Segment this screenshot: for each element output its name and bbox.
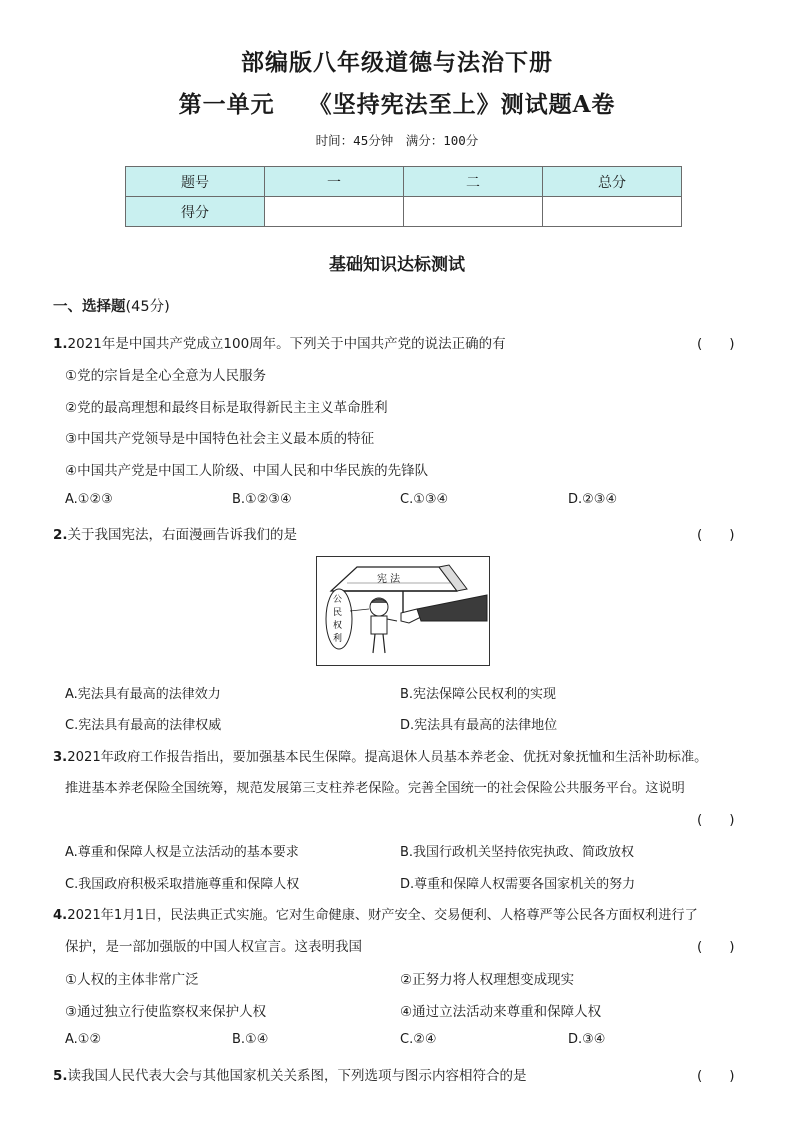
arm-sleeve xyxy=(417,595,487,621)
question-4-stem xyxy=(53,904,698,923)
unit-label: 第一单元 xyxy=(178,91,275,118)
score-cell xyxy=(265,197,404,227)
exam-title: 部编版八年级道德与法治下册 xyxy=(241,49,553,76)
question-4-stem-cont: 保护，是一部加强版的中国人权宣言。这表明我国 xyxy=(65,939,362,955)
answer-blank: ( ) xyxy=(697,527,735,543)
statement-item: ①党的宗旨是全心全意为人民服务 xyxy=(65,368,267,384)
option-a: A.宪法具有最高的法律效力 xyxy=(65,687,221,702)
question-text: 关于我国宪法，右面漫画告诉我们的是 xyxy=(67,527,298,543)
statement-item: ④通过立法活动来尊重和保障人权 xyxy=(400,1004,602,1020)
option-d: D.③④ xyxy=(568,1032,606,1047)
option-b: B.①②③④ xyxy=(232,492,292,507)
option-c: C.②④ xyxy=(400,1032,437,1047)
test-name: 《坚持宪法至上》测试题A卷 xyxy=(308,91,616,118)
question-1-stem xyxy=(53,332,506,352)
question-number: 2. xyxy=(53,527,68,543)
score-header-cell: 总分 xyxy=(543,167,682,197)
statement-item: ②党的最高理想和最终目标是取得新民主主义革命胜利 xyxy=(65,400,388,416)
score-header-cell: 题号 xyxy=(126,167,265,197)
answer-blank: ( ) xyxy=(697,1068,735,1084)
statement-item: ③通过独立行使监察权来保护人权 xyxy=(65,1004,267,1020)
score-header-cell: 一 xyxy=(265,167,404,197)
question-2-stem xyxy=(53,523,297,543)
option-c: C.我国政府积极采取措施尊重和保障人权 xyxy=(65,877,300,892)
part-label: 一、选择题 xyxy=(53,299,126,315)
statement-item: ①人权的主体非常广泛 xyxy=(65,972,199,988)
question-number: 4. xyxy=(53,908,68,923)
child-body xyxy=(371,616,387,634)
statement-item: ④中国共产党是中国工人阶级、中国人民和中华民族的先锋队 xyxy=(65,463,429,479)
option-b: B.宪法保障公民权利的实现 xyxy=(400,687,557,702)
answer-blank: ( ) xyxy=(697,336,735,352)
option-b: B.我国行政机关坚持依宪执政、简政放权 xyxy=(400,845,635,860)
question-text: 2021年1月1日，民法典正式实施。它对生命健康、财产安全、交易便利、人格尊严等公民各方面权利进行了 xyxy=(67,908,698,923)
option-d: D.尊重和保障人权需要各国家机关的努力 xyxy=(400,877,636,892)
statement-item: ③中国共产党领导是中国特色社会主义最本质的特征 xyxy=(65,431,375,447)
section-title: 基础知识达标测试 xyxy=(329,255,465,275)
option-d: D.②③④ xyxy=(568,492,618,507)
constitution-cartoon xyxy=(316,556,490,666)
part-heading xyxy=(53,295,170,316)
answer-blank: ( ) xyxy=(697,939,735,955)
roof-text: 宪 法 xyxy=(377,574,401,585)
score-header-cell: 二 xyxy=(404,167,543,197)
exam-subtitle xyxy=(0,86,794,119)
cartoon-drawing xyxy=(317,557,489,665)
bubble-char: 权 xyxy=(333,621,343,631)
score-cell xyxy=(543,197,682,227)
option-a: A.①② xyxy=(65,1032,102,1047)
part-score: (45分) xyxy=(125,299,170,315)
score-cell xyxy=(404,197,543,227)
question-5-stem xyxy=(53,1064,527,1084)
question-number: 1. xyxy=(53,336,68,352)
score-table xyxy=(125,166,682,227)
option-b: B.①④ xyxy=(232,1032,269,1047)
question-text: 读我国人民代表大会与其他国家机关关系图，下列选项与图示内容相符合的是 xyxy=(67,1068,527,1084)
answer-blank: ( ) xyxy=(697,812,735,828)
score-row-label: 得分 xyxy=(126,197,265,227)
bubble-char: 民 xyxy=(333,608,343,618)
exam-meta: 时间：45分钟 满分：100分 xyxy=(315,133,479,148)
option-c: C.宪法具有最高的法律权威 xyxy=(65,718,222,733)
question-3-stem xyxy=(53,746,707,765)
question-number: 3. xyxy=(53,750,68,765)
bubble-char: 利 xyxy=(333,634,343,644)
bubble-char: 公 xyxy=(333,595,343,605)
score-table-score-row xyxy=(126,197,682,227)
option-c: C.①③④ xyxy=(400,492,449,507)
question-number: 5. xyxy=(53,1068,68,1084)
option-d: D.宪法具有最高的法律地位 xyxy=(400,718,558,733)
score-table-header-row xyxy=(126,167,682,197)
question-3-stem-cont: 推进基本养老保险全国统筹，规范发展第三支柱养老保险。完善全国统一的社会保险公共服务平台。这说明 xyxy=(65,781,685,796)
question-text: 2021年是中国共产党成立100周年。下列关于中国共产党的说法正确的有 xyxy=(67,336,506,352)
option-a: A.①②③ xyxy=(65,492,113,507)
option-a: A.尊重和保障人权是立法活动的基本要求 xyxy=(65,845,299,860)
statement-item: ②正努力将人权理想变成现实 xyxy=(400,972,575,988)
question-text: 2021年政府工作报告指出，要加强基本民生保障。提高退休人员基本养老金、优抚对象抚恤和生活补助标准。 xyxy=(67,750,708,765)
